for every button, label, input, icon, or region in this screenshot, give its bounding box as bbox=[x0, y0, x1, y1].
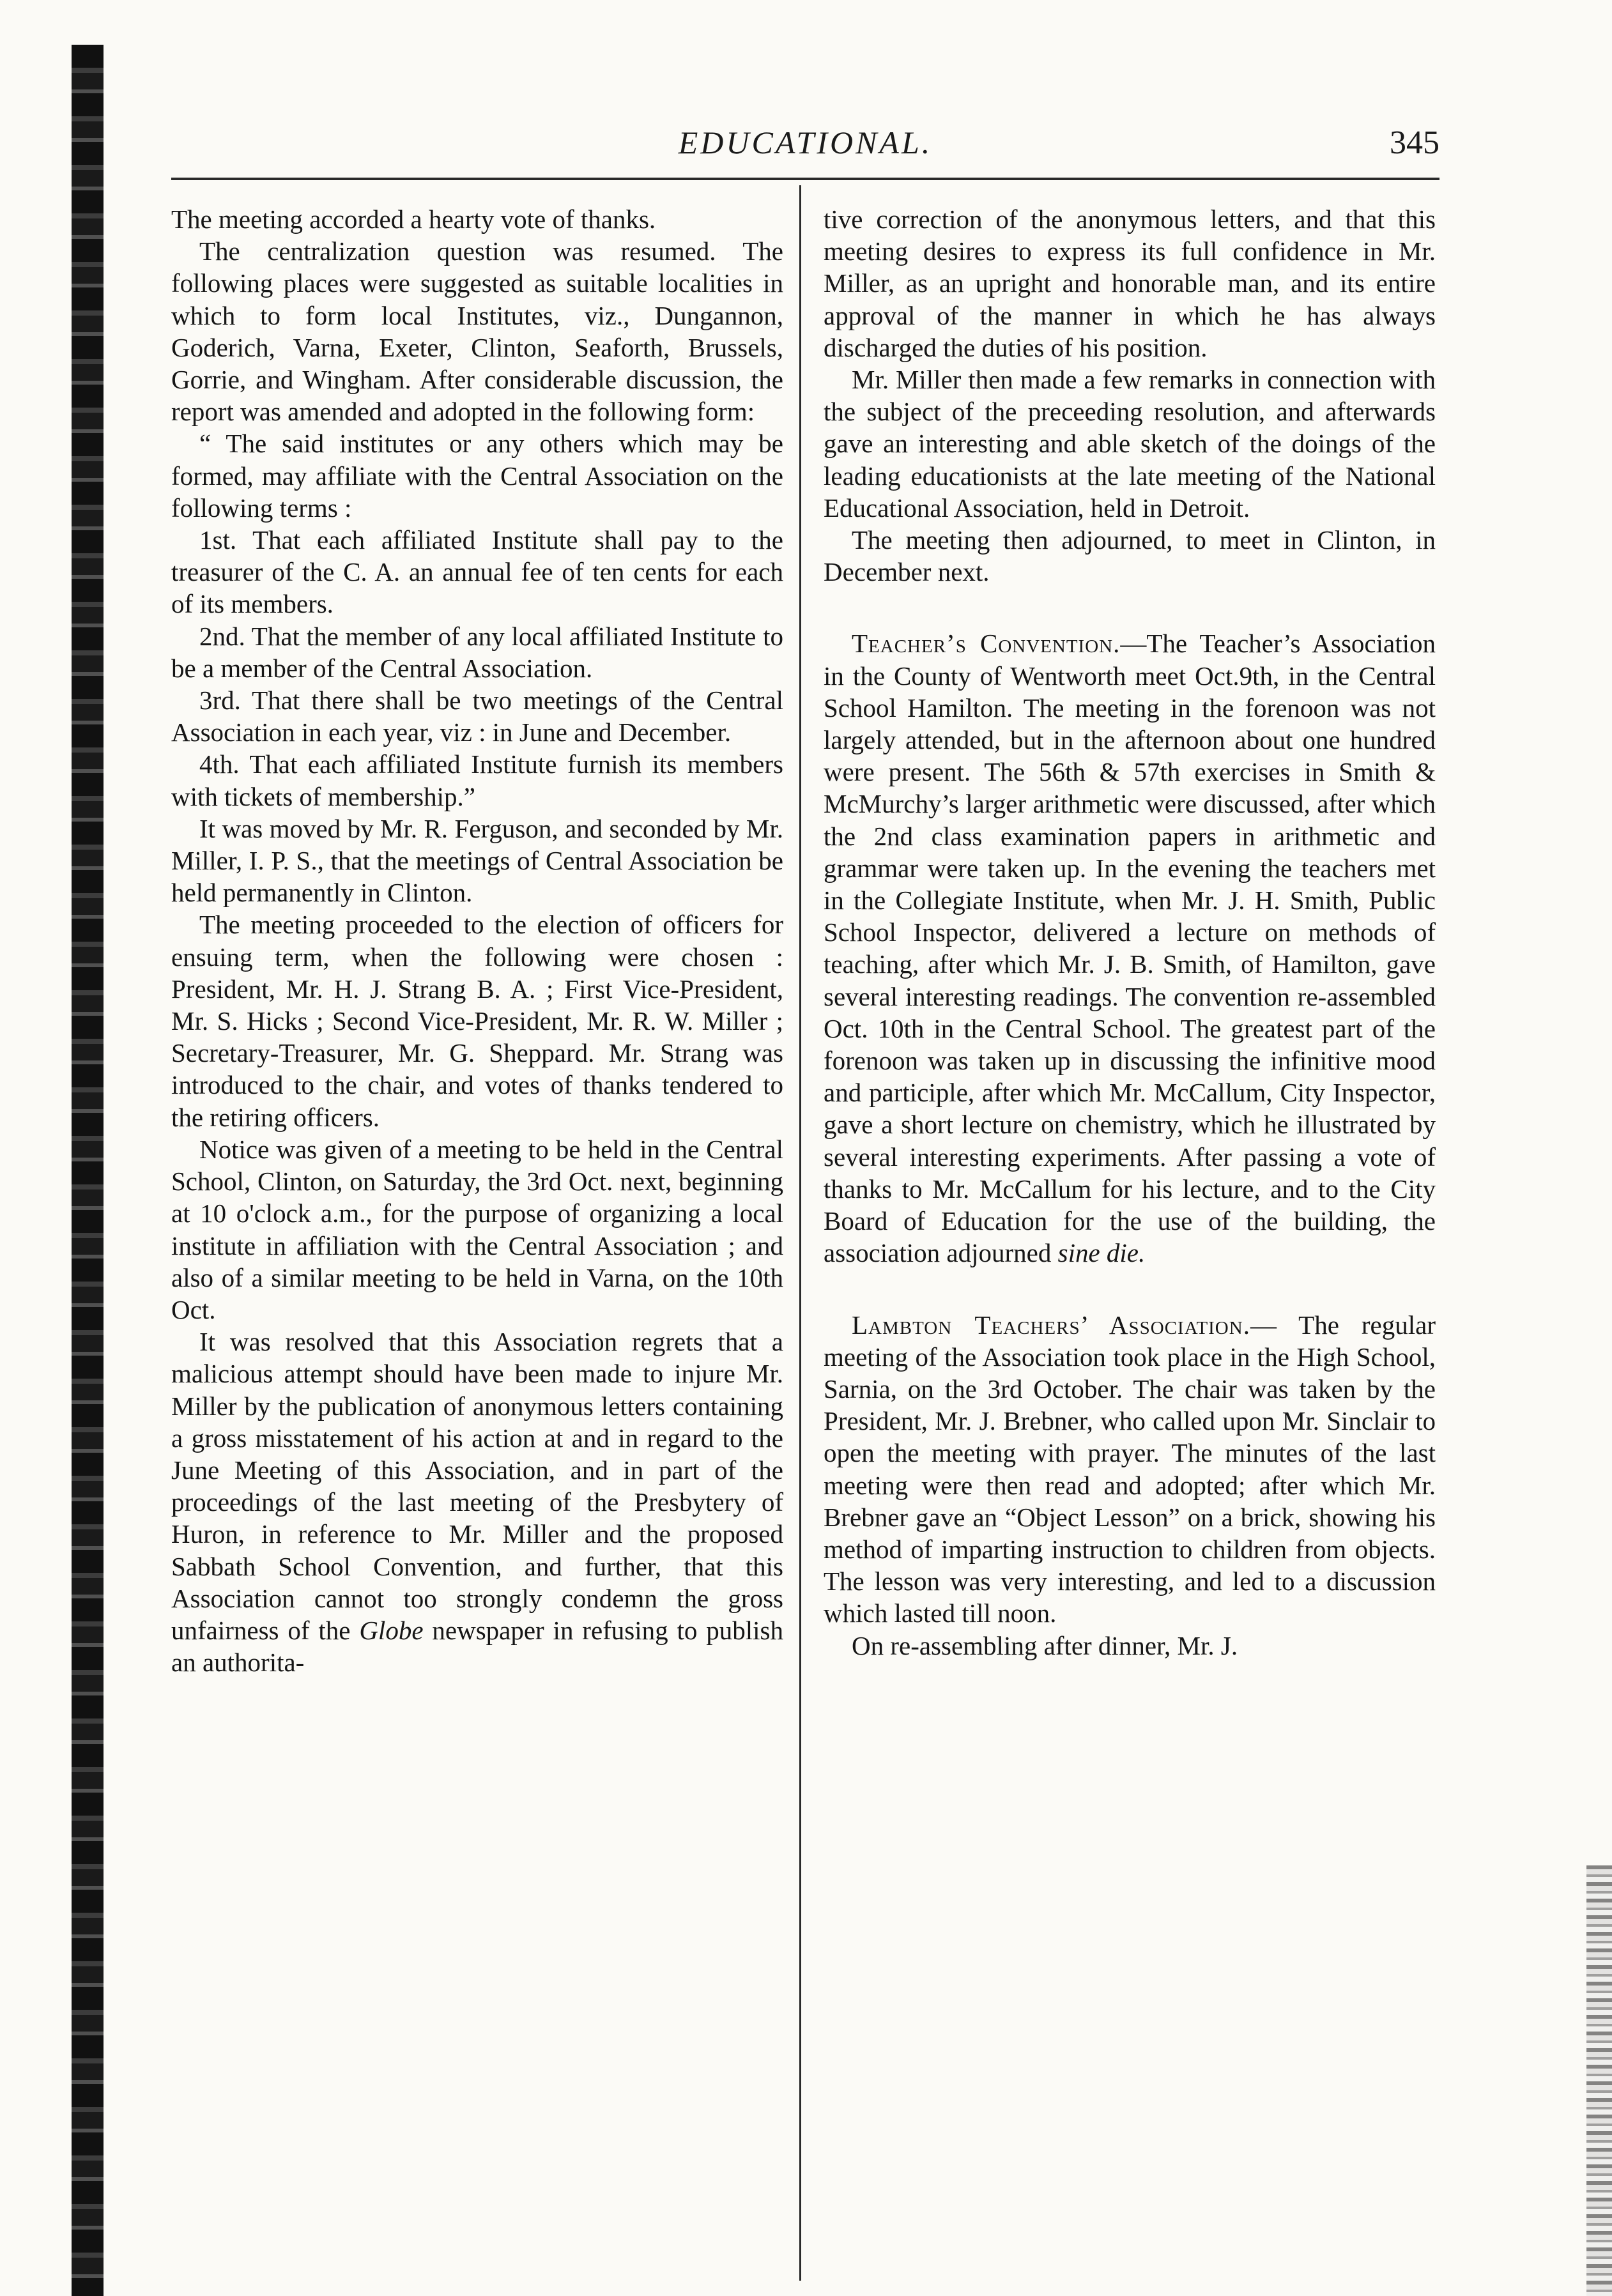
right-column bbox=[824, 203, 1436, 2279]
paragraph-resolution bbox=[171, 1326, 783, 1678]
section-body: — The regular meeting of the Association took place in the High School, Sarnia, on the 3rd October. The chair was taken by the President, Mr. J. Brebner, who called upon Mr. Sinclair to open the meeting with prayer. The minutes of the last meeting were then read and adopted; after which Mr. Brebner gave an “Object Lesson” on a brick, showing his method of imparting instruction to children from objects. The lesson was very interesting, and led to a discussion which lasted till noon. bbox=[824, 1310, 1436, 1628]
paragraph: 1st. That each affiliated Institute shall pay to the treasurer of the C. A. an annual fee of ten cents for each of its members. bbox=[171, 525, 783, 619]
paragraph: Mr. Miller then made a few remarks in connection with the subject of the preceeding resolution, and afterwards gave an interesting and able sketch of the doings of the leading educationists at the late meeting of the National Educational Association, held in Detroit. bbox=[824, 365, 1436, 523]
section-heading: Lambton Teachers’ Association. bbox=[852, 1310, 1250, 1340]
paragraph: 4th. That each affiliated Institute furnish its members with tickets of membership.” bbox=[171, 749, 783, 811]
section-gap bbox=[824, 588, 1436, 627]
paragraph: The meeting then adjourned, to meet in Clinton, in December next. bbox=[824, 525, 1436, 587]
paragraph: “ The said institutes or any others which may be formed, may affiliate with the Central Association on the following terms : bbox=[171, 429, 783, 523]
latin-phrase: sine die. bbox=[1057, 1238, 1146, 1268]
column-rule bbox=[799, 185, 801, 2281]
header-rule bbox=[171, 178, 1439, 180]
paragraph: Notice was given of a meeting to be held in the Central School, Clinton, on Saturday, the 3rd Oct. next, beginning at 10 o'clock a.m., for the purpose of organizing a local institute in affiliation with the Central Association ; and also of a similar meeting to be held in Varna, on the 10th Oct. bbox=[171, 1134, 783, 1324]
page-edge-noise bbox=[1586, 1865, 1612, 2296]
section-body: —The Teacher’s Association in the County of Wentworth meet Oct.9th, in the Central School Hamilton. The meeting in the forenoon was not largely attended, but in the afternoon about one hundred were present. The 56th & 57th exercises in Smith & McMurchy’s larger arithmetic were discussed, after which the 2nd class examination papers in arithmetic and grammar were taken up. In the evening the teachers met in the Collegiate Institute, when Mr. J. H. Smith, Public School Inspector, delivered a lecture on methods of teaching, after which Mr. J. B. Smith, of Hamilton, gave several interesting readings. The convention re-assembled Oct. 10th in the Central School. The greatest part of the forenoon was taken up in discussing the infinitive mood and participle, after which Mr. McCallum, City Inspector, gave a short lecture on chemistry, which he illustrated by several interesting experiments. After passing a vote of thanks to Mr. McCallum for his lecture, and to the City Board of Education for the use of the building, the association adjourned bbox=[824, 629, 1436, 1268]
section-lambton-association bbox=[824, 1309, 1436, 1630]
running-head: EDUCATIONAL. bbox=[678, 125, 933, 160]
paragraph: The centralization question was resumed. The following places were suggested as suitable localities in which to form local Institutes, viz., Dungannon, Goderich, Varna, Exeter, Clinton, Seaforth, Brussels, Gorrie, and Wingham. After considerable discussion, the report was amended and adopted in the following form: bbox=[171, 236, 783, 427]
newspaper-title: Globe bbox=[359, 1615, 424, 1645]
resolution-text: It was resolved that this Association regrets that a malicious attempt should have been made to injure Mr. Miller by the publication of anonymous letters containing a gross misstatement of his action at and in regard to the June Meeting of this Association, and in part of the proceedings of the last meeting of the Presbytery of Huron, in reference to Mr. Miller and the proposed Sabbath School Convention, and further, that this Association cannot too strongly condemn the gross unfairness of the bbox=[171, 1327, 783, 1645]
paragraph: 3rd. That there shall be two meetings of the Central Association in each year, viz : in June and December. bbox=[171, 685, 783, 747]
page-number: 345 bbox=[1390, 125, 1439, 161]
resolution-text-end: newspaper in refusing to publish an authorita- bbox=[171, 1615, 783, 1678]
paragraph: tive correction of the anonymous letters, and that this meeting desires to express its full confidence in Mr. Miller, as an upright and honorable man, and its entire approval of the manner in which he has always discharged the duties of his position. bbox=[824, 204, 1436, 362]
binding-edge bbox=[72, 45, 104, 2296]
paragraph: 2nd. That the member of any local affiliated Institute to be a member of the Central Association. bbox=[171, 621, 783, 683]
page-header bbox=[171, 115, 1439, 172]
section-teachers-convention bbox=[824, 627, 1436, 1269]
section-gap bbox=[824, 1269, 1436, 1309]
paragraph: It was moved by Mr. R. Ferguson, and seconded by Mr. Miller, I. P. S., that the meetings of Central Association be held permanently in Clinton. bbox=[171, 813, 783, 908]
paragraph: On re-assembling after dinner, Mr. J. bbox=[852, 1630, 1238, 1660]
paragraph: The meeting proceeded to the election of officers for ensuing term, when the following were chosen : President, Mr. H. J. Strang B. A. ; First Vice-President, Mr. S. Hicks ; Second Vice-President, Mr. R. W. Miller ; Secretary-Treasurer, Mr. G. Sheppard. Mr. Strang was introduced to the chair, and votes of thanks tendered to the retiring officers. bbox=[171, 910, 783, 1132]
paragraph: The meeting accorded a hearty vote of thanks. bbox=[171, 204, 656, 234]
section-heading: Teacher’s Convention. bbox=[852, 629, 1121, 659]
left-column bbox=[171, 203, 783, 2279]
